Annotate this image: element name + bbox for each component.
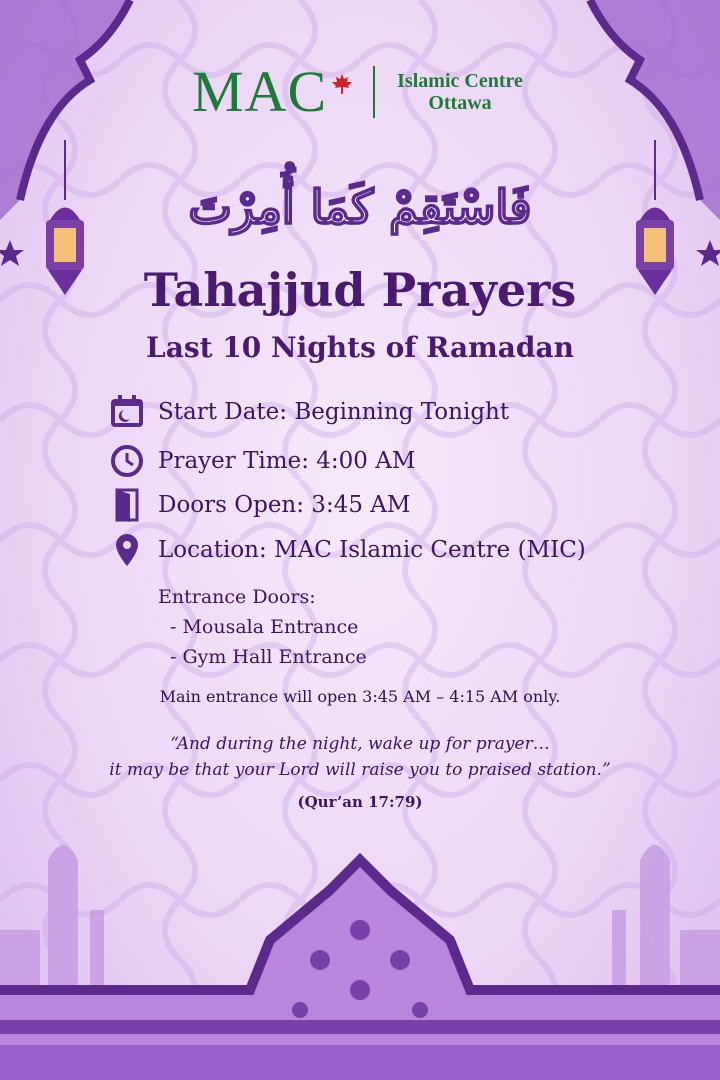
quote-line-2: it may be that your Lord will raise you to praised station.” (109, 760, 611, 780)
logo-brand: MAC (192, 59, 328, 124)
detail-prayer-time (108, 442, 415, 480)
quote-line-1: “And during the night, wake up for prayer… (170, 734, 550, 754)
location-pin-icon (108, 532, 146, 568)
detail-location (108, 531, 586, 569)
logo-org-line2: Ottawa (428, 92, 492, 114)
entrance-heading: Entrance Doors: (158, 586, 316, 608)
entrance-item: - Gym Hall Entrance (170, 646, 367, 668)
logo-org-line1: Islamic Centre (397, 70, 523, 92)
arch-frame (0, 0, 720, 300)
detail-start-date (108, 393, 509, 431)
clock-icon (108, 443, 146, 479)
logo-org-name (397, 70, 523, 114)
page-title: Tahajjud Prayers (143, 263, 577, 317)
detail-text: Doors Open: 3:45 AM (158, 492, 411, 518)
door-icon (108, 487, 146, 523)
detail-text: Location: MAC Islamic Centre (MIC) (158, 537, 586, 563)
mosque-skyline-decoration (0, 820, 720, 1080)
entrance-doors (158, 582, 367, 672)
arabic-verse: فَاسْتَقِمْ كَمَا أُمِرْتَ (188, 180, 532, 234)
logo-divider (373, 66, 375, 118)
calendar-icon (108, 394, 146, 430)
entrance-item: - Mousala Entrance (170, 616, 359, 638)
maple-leaf-icon (331, 73, 353, 95)
detail-text: Start Date: Beginning Tonight (158, 399, 510, 425)
quote-reference: (Qur’an 17:79) (297, 793, 423, 811)
detail-text: Prayer Time: 4:00 AM (158, 448, 416, 474)
subtitle: Last 10 Nights of Ramadan (146, 331, 574, 364)
entrance-note: Main entrance will open 3:45 AM – 4:15 AM only. (159, 687, 561, 706)
quran-quote (0, 731, 720, 783)
detail-doors-open (108, 486, 410, 524)
mac-logo (192, 59, 523, 124)
